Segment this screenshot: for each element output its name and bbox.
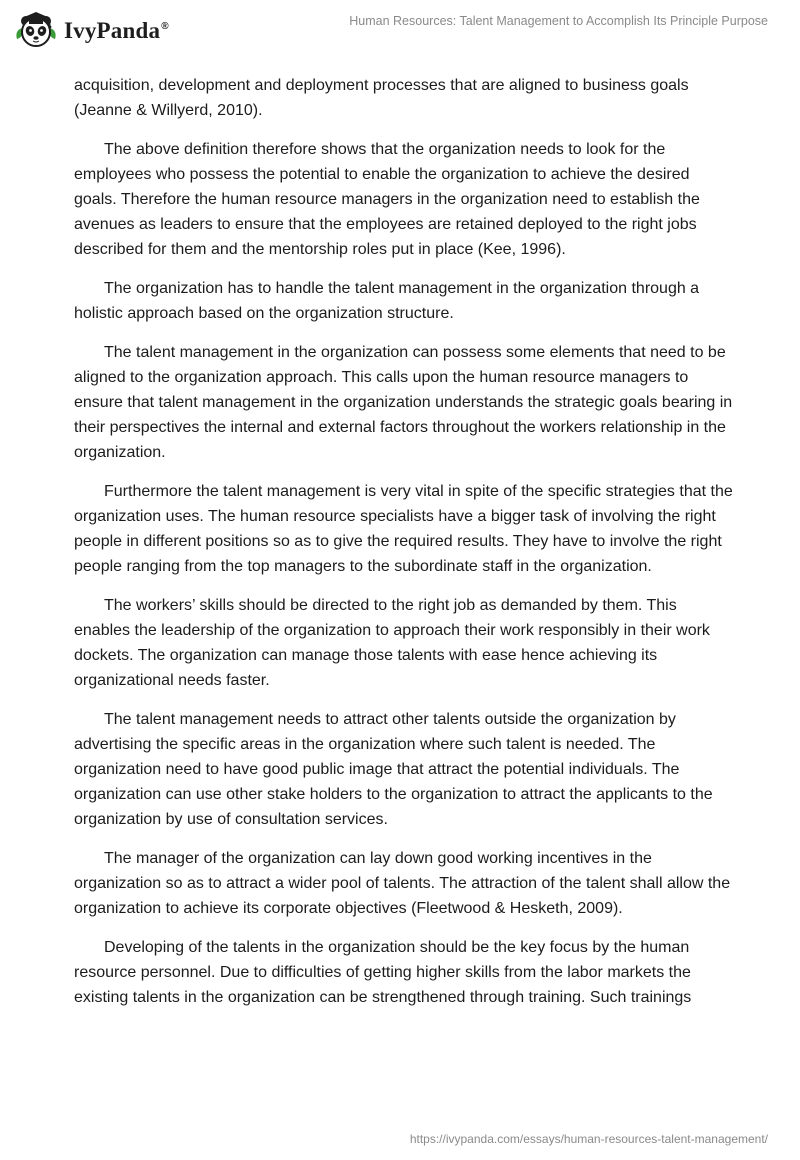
paragraph: The workers’ skills should be directed to the right job as demanded by them. This enables the leadership of the organization to approach their work responsibly in their work dockets. The organization can manage those talents with ease hence achieving its organizational needs faster.: [74, 597, 710, 689]
essay-body: [74, 73, 734, 1010]
source-url-link[interactable]: https://ivypanda.com/essays/human-resources-talent-management/: [409, 1132, 768, 1146]
paragraph: The talent management needs to attract other talents outside the organization by advertising the specific areas in the organization where such talent is needed. The organization need to have good public image that attract the potential individuals. The organization can use other stake holders to the organization to attract the applicants to the organization by use of consultation services.: [74, 711, 713, 828]
paragraph: Developing of the talents in the organization should be the key focus by the human resource personnel. Due to difficulties of getting higher skills from the labor markets the existing talents in the organization can be strengthened through training. Such trainings: [74, 939, 692, 1006]
document-title: Human Resources: Talent Management to Accomplish Its Principle Purpose: [349, 14, 768, 28]
paragraph: The manager of the organization can lay down good working incentives in the organization so as to attract a wider pool of talents. The attraction of the talent shall allow the organization to achieve its corporate objectives (Fleetwood & Hesketh, 2009).: [74, 850, 731, 917]
panda-logo-icon: [14, 9, 58, 51]
paragraph: acquisition, development and deployment processes that are aligned to business goals (Jeanne & Willyerd, 2010).: [74, 77, 689, 119]
paragraph: Furthermore the talent management is very vital in spite of the specific strategies that the organization uses. The human resource specialists have a bigger task of involving the right people in different positions so as to give the required results. They have to involve the right people ranging from the top managers to the subordinate staff in the organization.: [74, 483, 733, 575]
paragraph: The organization has to handle the talent management in the organization through a holistic approach based on the organization structure.: [74, 280, 700, 322]
page-header: [0, 0, 800, 70]
registered-mark: ®: [161, 21, 169, 33]
brand-name: IvyPanda®: [64, 18, 169, 43]
paragraph: The above definition therefore shows that the organization needs to look for the employees who possess the potential to enable the organization to achieve the desired goals. Therefore the human resource managers in the organization need to establish the avenues as leaders to ensure that the employees are retained deployed to the right jobs described for them and the mentorship roles put in place (Kee, 1996).: [74, 141, 700, 258]
paragraph: The talent management in the organization can possess some elements that need to be aligned to the organization approach. This calls upon the human resource managers to ensure that talent management in the organization understands the strategic goals bearing in their perspectives the internal and external factors throughout the workers relationship in the organization.: [74, 344, 733, 461]
brand-logo[interactable]: [14, 9, 169, 51]
